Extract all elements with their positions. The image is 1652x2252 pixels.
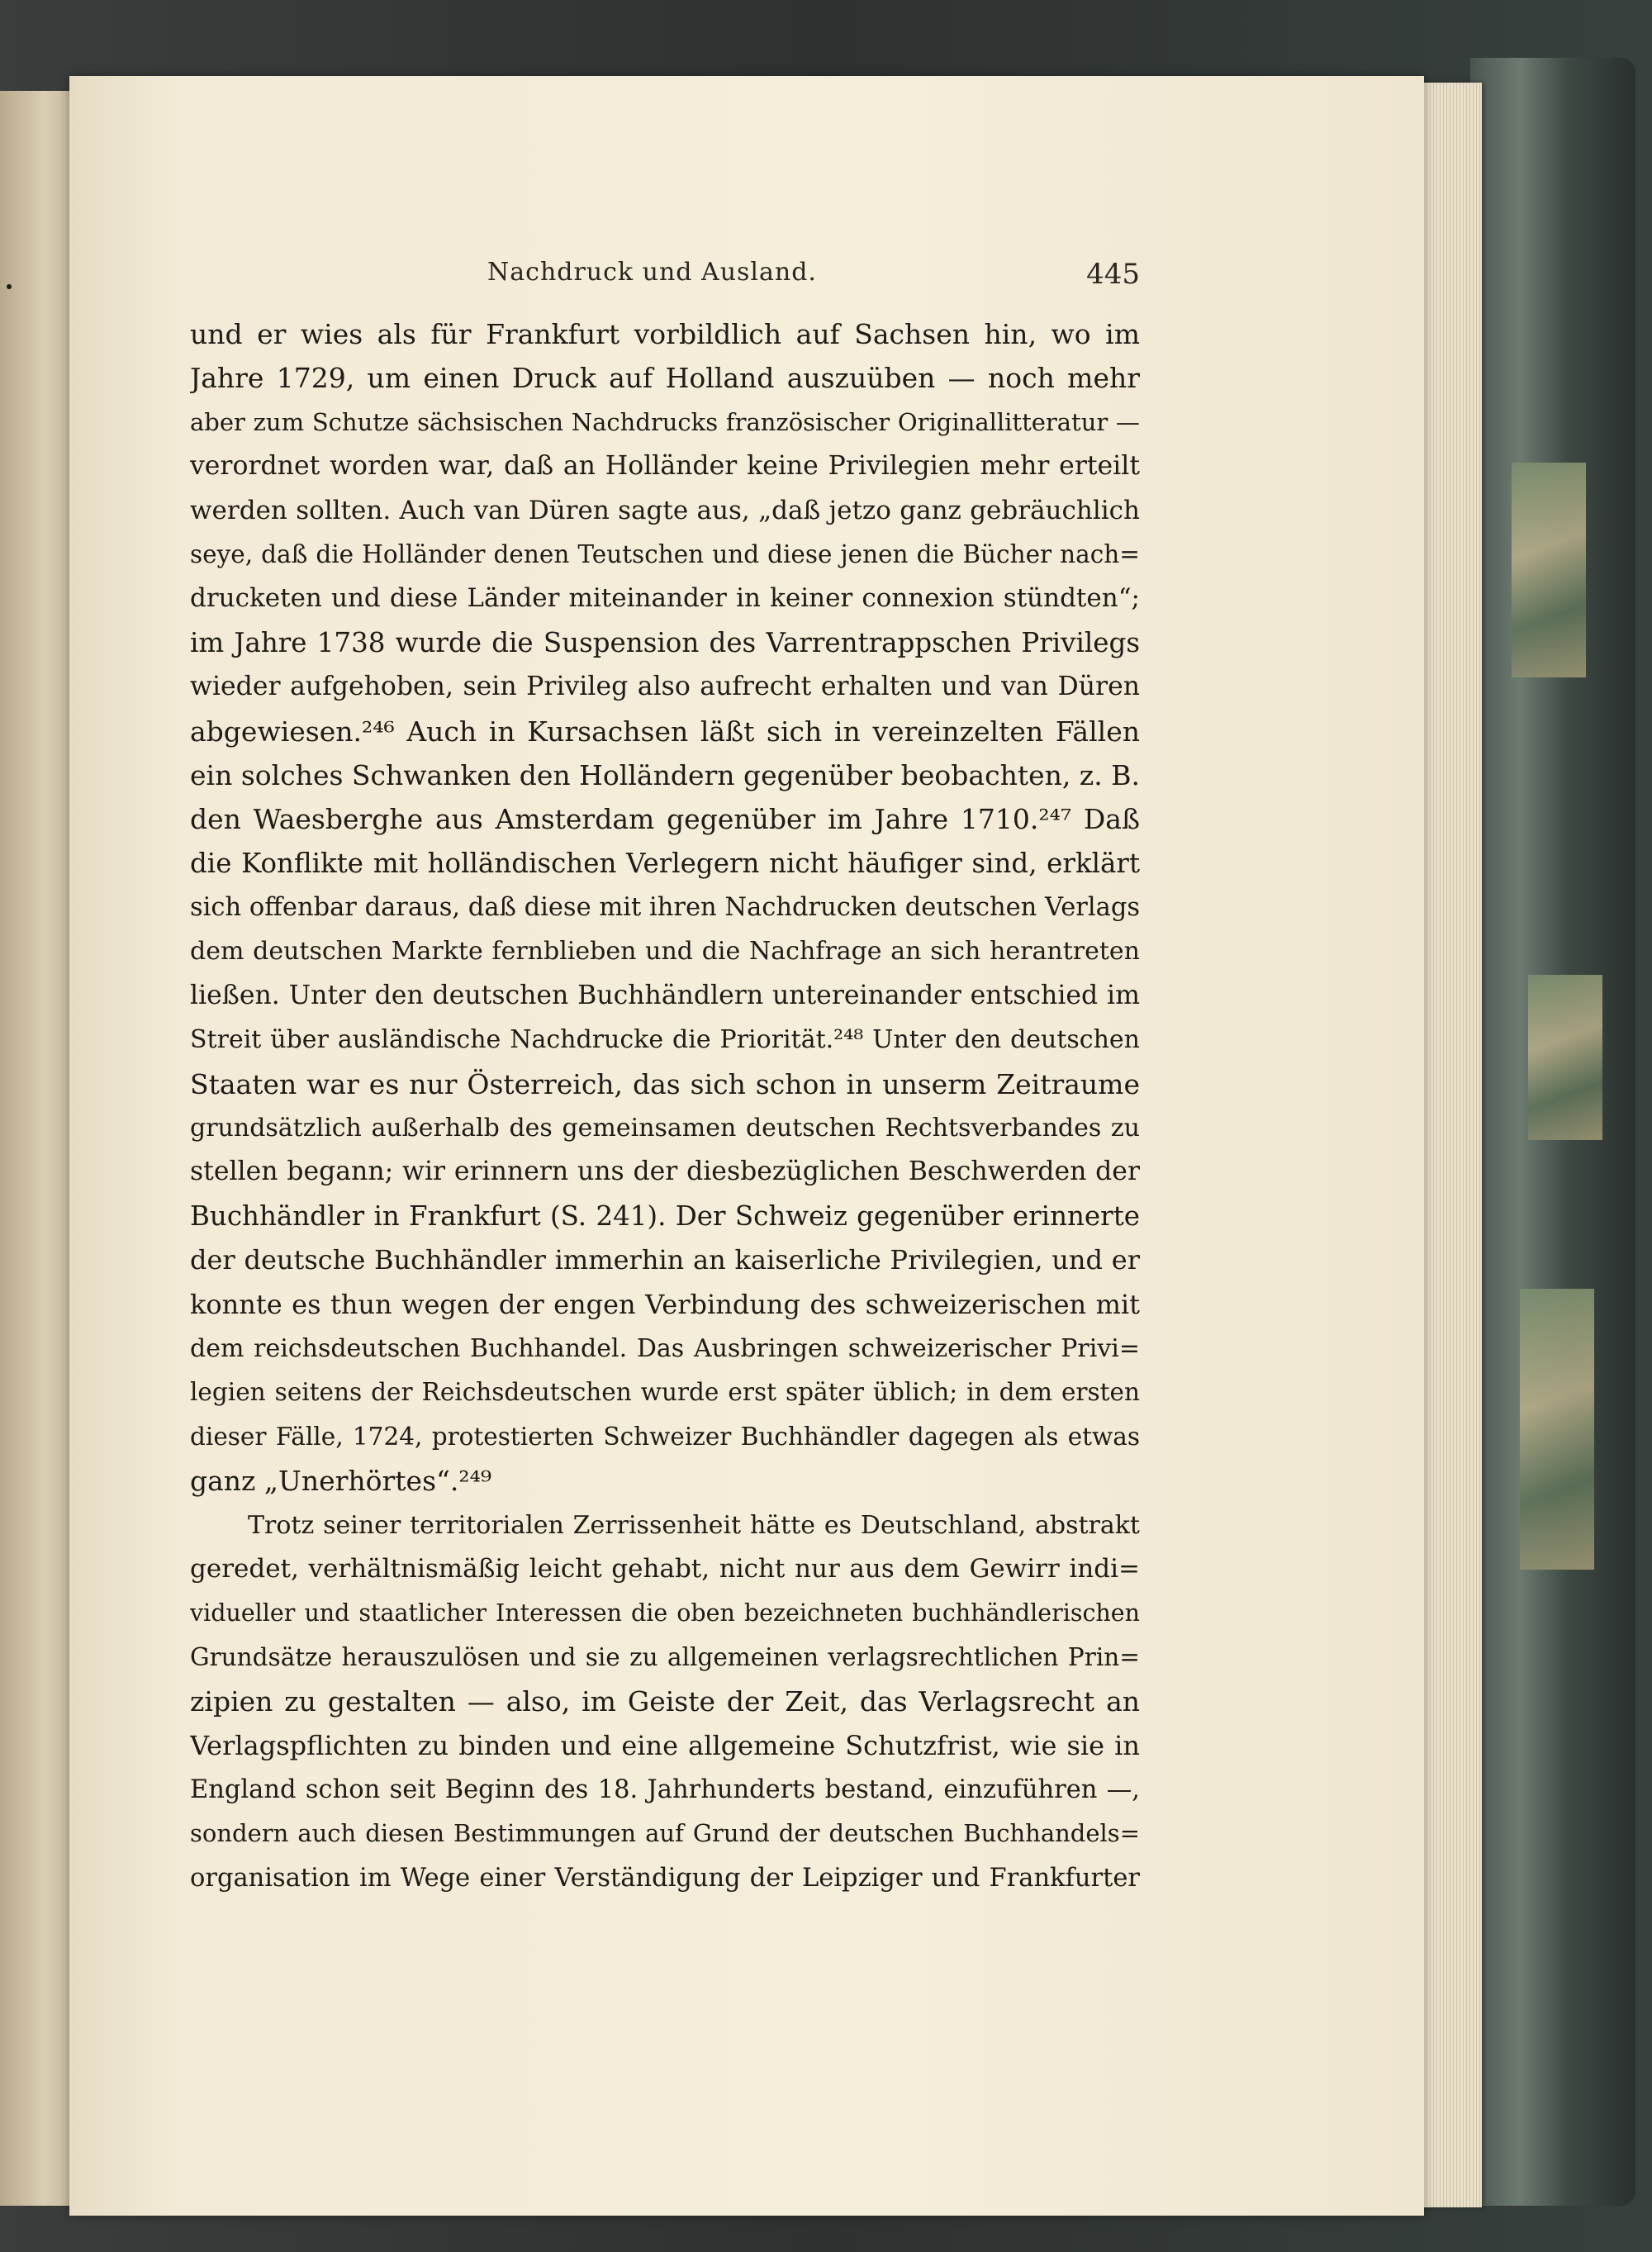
body-text [190,312,1140,1900]
text-line: und er wies als für Frankfurt vorbildlich auf Sachsen hin, wo im [190,318,1140,350]
text-line: ganz „Unerhörtes“.²⁴⁹ [190,1465,492,1498]
text-line: stellen begann; wir erinnern uns der diesbezüglichen Beschwerden der [190,1157,1140,1187]
text-line: vidueller und staatlicher Interessen die oben bezeichneten buchhändlerischen [190,1599,1140,1627]
text-line: Staaten war es nur Österreich, das sich schon in unserm Zeitraume [190,1067,1140,1100]
text-line: Verlagspflichten zu binden und eine allgemeine Schutzfrist, wie sie in [190,1729,1140,1761]
marbled-edge-patch [1520,1289,1594,1570]
marbled-edge-patch [1528,975,1602,1140]
page-header [190,258,1140,299]
text-line: Grundsätze herauszulösen und sie zu allgemeinen verlagsrechtlichen Prin= [190,1642,1140,1671]
text-line: den Waesberghe aus Amsterdam gegenüber im Jahre 1710.²⁴⁷ Daß [190,803,1140,836]
text-line: dieser Fälle, 1724, protestierten Schweizer Buchhändler dagegen als etwas [190,1422,1140,1451]
text-line: seye, daß die Holländer denen Teutschen und diese jenen die Bücher nach= [190,539,1140,568]
text-line: konnte es thun wegen der engen Verbindung des schweizerischen mit [190,1288,1140,1320]
text-line: verordnet worden war, daß an Holländer keine Privilegien mehr erteilt [190,451,1140,482]
page-number: 445 [1086,258,1140,291]
text-line: abgewiesen.²⁴⁶ Auch in Kursachsen läßt sich in vereinzelten Fällen [190,715,1140,748]
text-line: sich offenbar daraus, daß diese mit ihren Nachdrucken deutschen Verlags [190,893,1140,923]
running-title: Nachdruck und Ausland. [487,258,817,287]
text-line: dem reichsdeutschen Buchhandel. Das Ausbringen schweizerischer Privi= [190,1333,1140,1363]
marbled-edge-patch [1512,463,1586,677]
text-line: ein solches Schwanken den Holländern gegenüber beobachten, z. B. [190,758,1140,791]
text-line: dem deutschen Markte fernblieben und die Nachfrage an sich herantreten [190,937,1140,967]
text-line: ließen. Unter den deutschen Buchhändlern untereinander entschied im [190,980,1140,1010]
text-line: Trotz seiner territorialen Zerrissenheit hätte es Deutschland, abstrakt [248,1510,1140,1540]
text-line: legien seitens der Reichsdeutschen wurde erst später üblich; in dem ersten [190,1378,1140,1407]
text-line: organisation im Wege einer Verständigung der Leipziger und Frankfurter [190,1863,1140,1893]
text-line: Jahre 1729, um einen Druck auf Holland auszuüben — noch mehr [190,362,1140,395]
text-line: sondern auch diesen Bestimmungen auf Grund der deutschen Buchhandels= [190,1819,1140,1848]
margin-dot [7,284,12,289]
facing-page-edge [0,91,73,2206]
text-line: wieder aufgehoben, sein Privileg also aufrecht erhalten und van Düren [190,672,1140,702]
text-line: Streit über ausländische Nachdrucke die Priorität.²⁴⁸ Unter den deutschen [190,1025,1140,1055]
text-line: im Jahre 1738 wurde die Suspension des Varrentrappschen Privilegs [190,626,1140,658]
text-line: aber zum Schutze sächsischen Nachdrucks französischer Originallitteratur — [190,407,1140,436]
text-line: werden sollten. Auch van Düren sagte aus, „daß jetzo ganz gebräuchlich [190,495,1140,525]
page-block-edges [1414,83,1482,2207]
text-line: der deutsche Buchhändler immerhin an kaiserliche Privilegien, und er [190,1244,1140,1276]
text-line: die Konflikte mit holländischen Verlegern nicht häufiger sind, erklärt [190,847,1140,879]
text-line: England schon seit Beginn des 18. Jahrhunderts bestand, einzuführen —, [190,1775,1140,1804]
text-line: geredet, verhältnismäßig leicht gehabt, nicht nur aus dem Gewirr indi= [190,1553,1140,1584]
text-line: drucketen und diese Länder miteinander in keiner connexion stündten“; [190,583,1140,614]
text-line: zipien zu gestalten — also, im Geiste der Zeit, das Verlagsrecht an [190,1685,1140,1718]
text-line: Buchhändler in Frankfurt (S. 241). Der Schweiz gegenüber erinnerte [190,1200,1140,1232]
text-line: grundsätzlich außerhalb des gemeinsamen deutschen Rechtsverbandes zu [190,1114,1140,1143]
